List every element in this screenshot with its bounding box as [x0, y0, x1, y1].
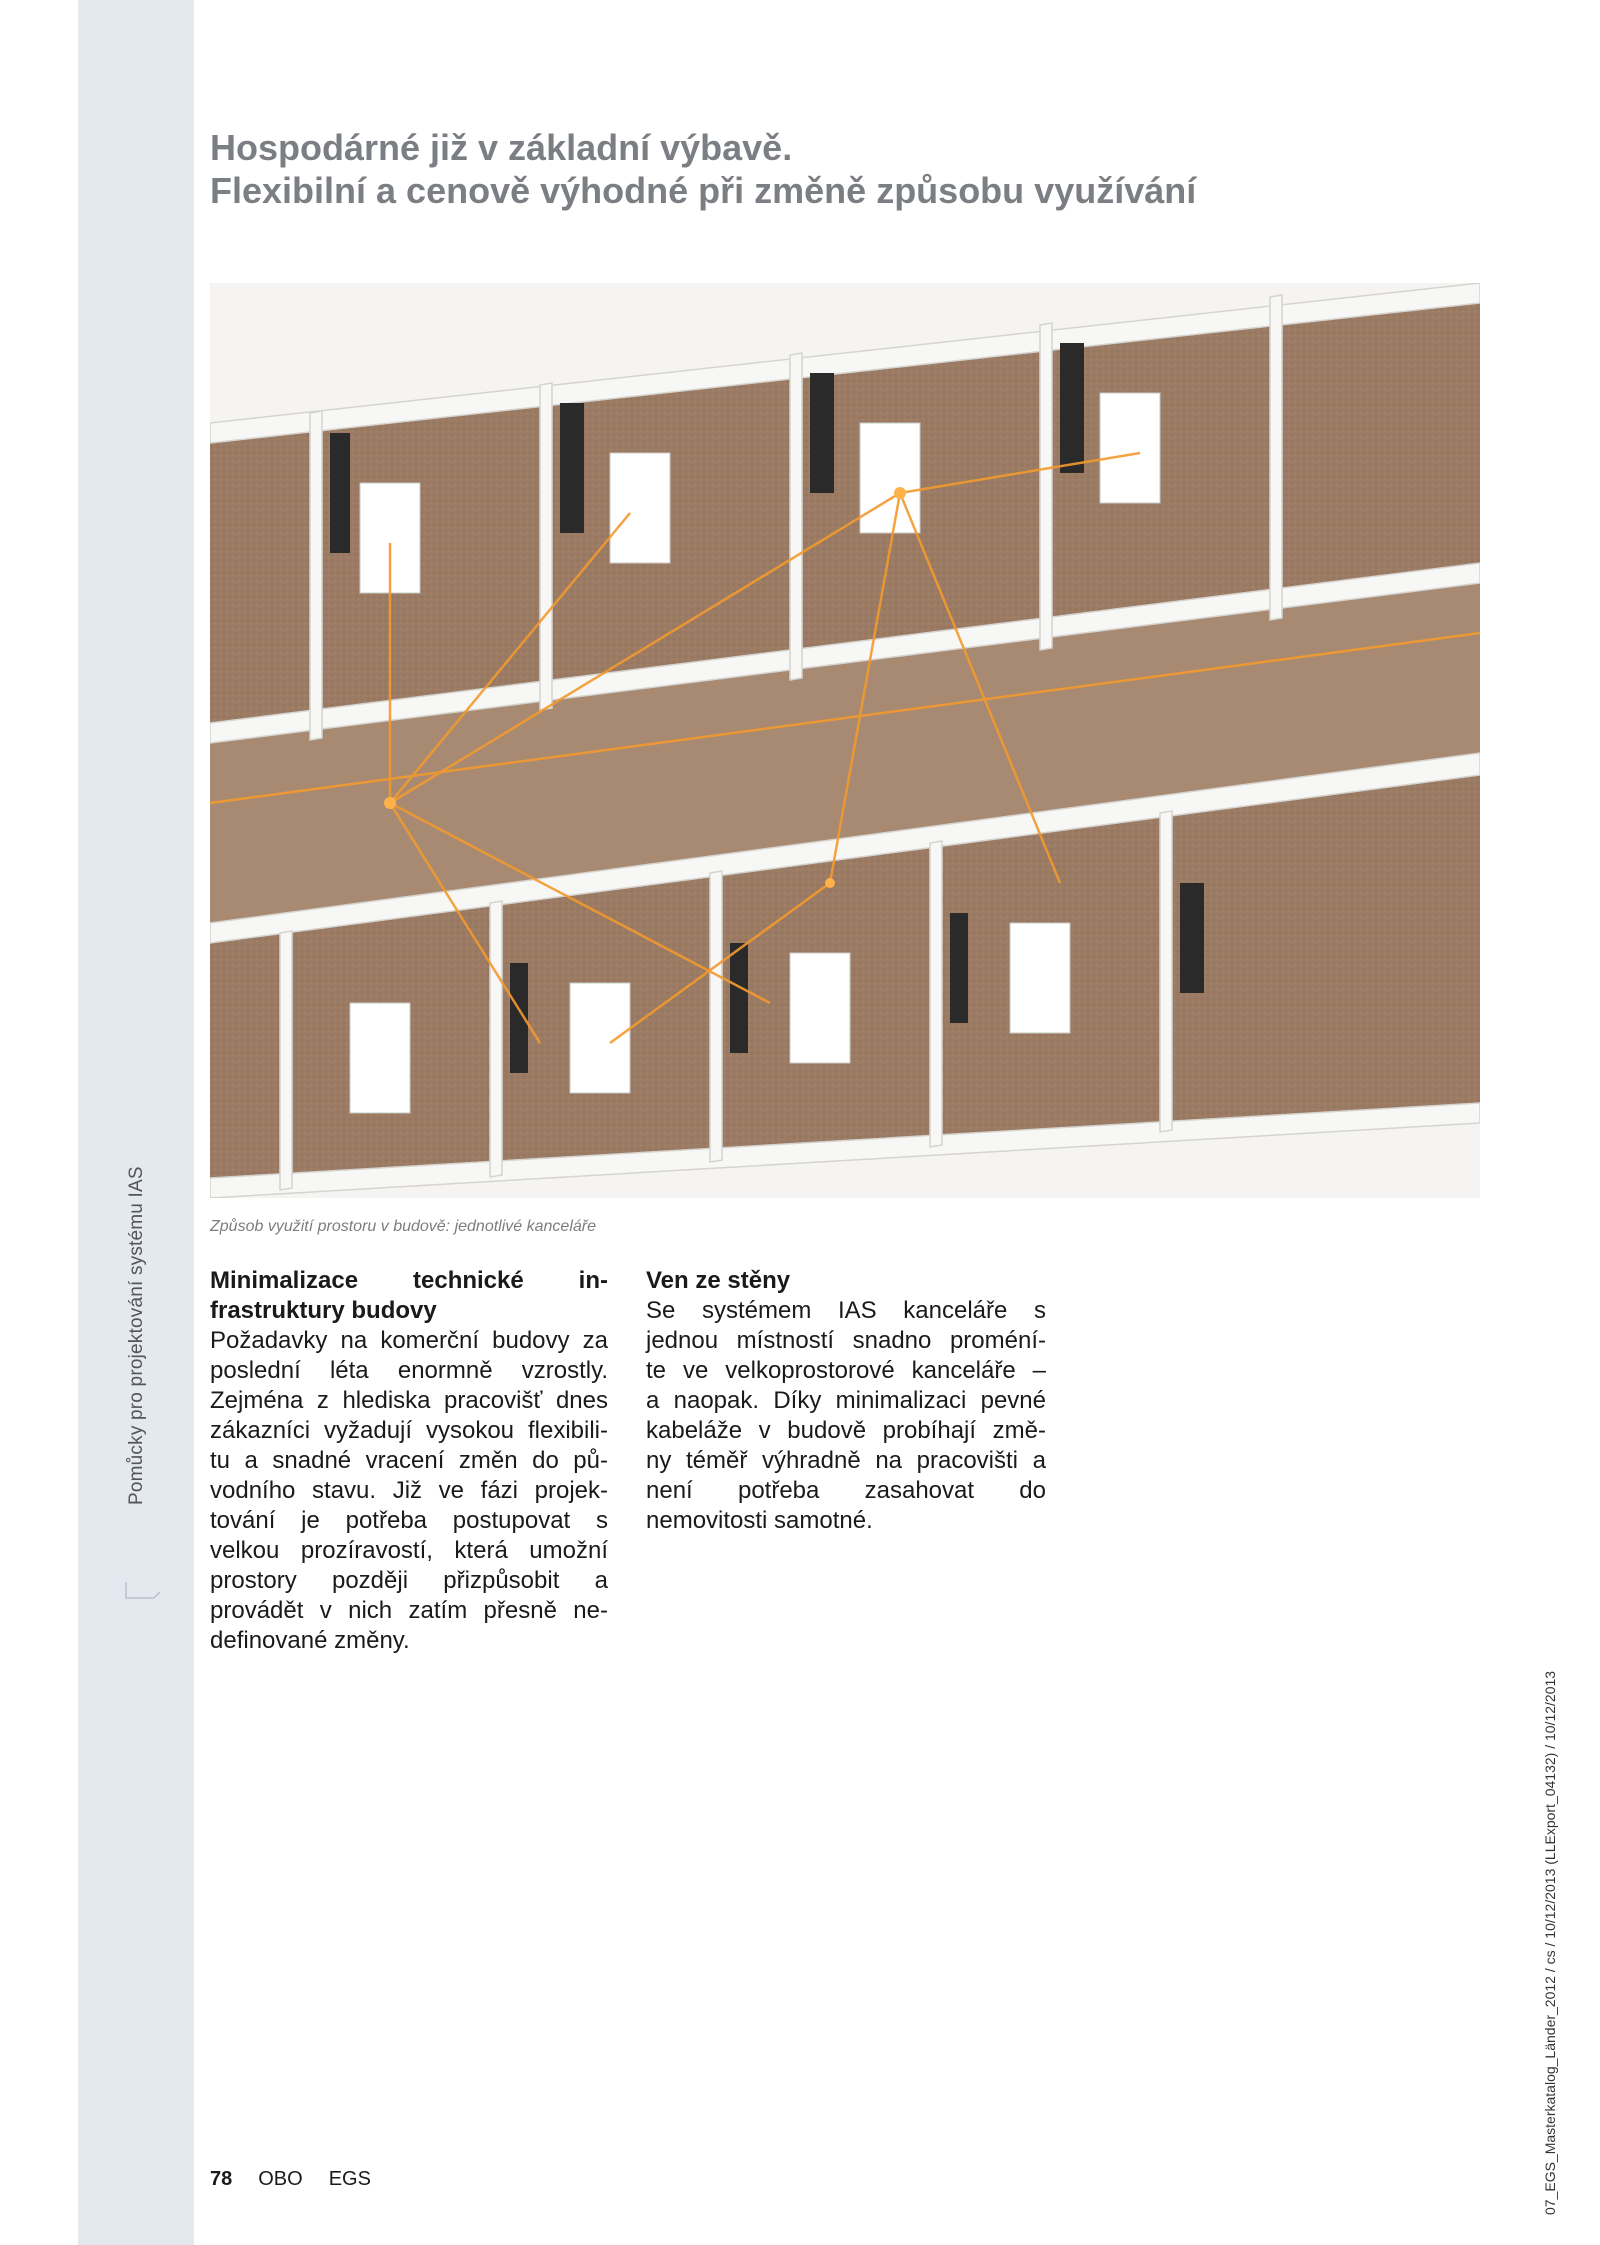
heading-line-1: Hospodárné již v základní výbavě. — [210, 127, 793, 168]
column-1-text-line: velkou prozíravostí, která umožní — [210, 1537, 608, 1564]
office-floorplan-illustration — [210, 283, 1480, 1198]
column-1-title-line: frastruktury budovy — [210, 1297, 437, 1324]
column-2-text-line: kabeláže v budově probíhají změ- — [646, 1417, 1046, 1444]
column-1-text-line: poslední léta enormně vzrostly. — [210, 1357, 608, 1384]
column-2-text-line: není potřeba zasahovat do — [646, 1477, 1046, 1504]
footer-brand: OBO — [258, 2168, 303, 2190]
column-2-text-line: a naopak. Díky minimalizaci pevné — [646, 1387, 1046, 1414]
print-metadata-label: 07_EGS_Masterkatalog_Länder_2012 / cs / 10/12/2013 (LLExport_04132) / 10/12/2013 — [1542, 1670, 1558, 2215]
column-2-body — [646, 1296, 1046, 1536]
page-number: 78 — [210, 2168, 233, 2190]
column-infrastructure — [210, 1266, 608, 1656]
column-2-text-line: jednou místností snadno proméní- — [646, 1327, 1046, 1354]
page-footer — [210, 2168, 371, 2191]
column-1-text-line: tu a snadné vracení změn do pů- — [210, 1447, 608, 1474]
column-1-body — [210, 1326, 608, 1656]
column-2-title: Ven ze stěny — [646, 1267, 791, 1294]
column-2-text-line: te ve velkoprostorové kanceláře – — [646, 1357, 1046, 1384]
footer-section: EGS — [328, 2168, 371, 2190]
column-1-title — [210, 1266, 608, 1326]
sidebar-label: Pomůcky pro projektování systému IAS — [126, 1166, 147, 1505]
column-1-title-line: Minimalizace technické in- — [210, 1267, 608, 1294]
sidebar-mark-icon — [124, 1580, 164, 1600]
page-heading — [210, 126, 1410, 212]
column-1-text-line: vodního stavu. Již ve fázi projek- — [210, 1477, 608, 1504]
column-1-text-line: provádět v nich zatím přesně ne- — [210, 1597, 608, 1624]
sidebar-band — [78, 0, 194, 2245]
heading-line-2: Flexibilní a cenově výhodné při změně způsobu využívání — [210, 170, 1197, 211]
column-1-text-line: Požadavky na komerční budovy za — [210, 1327, 608, 1354]
column-2-text-line: nemovitosti samotné. — [646, 1507, 873, 1534]
column-1-text-line: prostory později přizpůsobit a — [210, 1567, 608, 1594]
column-2-text-line: Se systémem IAS kanceláře s — [646, 1297, 1046, 1324]
column-1-text-line: Zejména z hlediska pracovišť dnes — [210, 1387, 608, 1414]
column-1-text-line: zákazníci vyžadují vysokou flexibili- — [210, 1417, 608, 1444]
column-out-of-wall — [646, 1266, 1046, 1536]
column-2-text-line: ny téměř výhradně na pracovišti a — [646, 1447, 1046, 1474]
column-1-text-line: definované změny. — [210, 1627, 410, 1654]
figure-caption: Způsob využití prostoru v budově: jednotlivé kanceláře — [210, 1218, 596, 1235]
column-1-text-line: tování je potřeba postupovat s — [210, 1507, 608, 1534]
floorplan-drawing — [210, 283, 1480, 1198]
